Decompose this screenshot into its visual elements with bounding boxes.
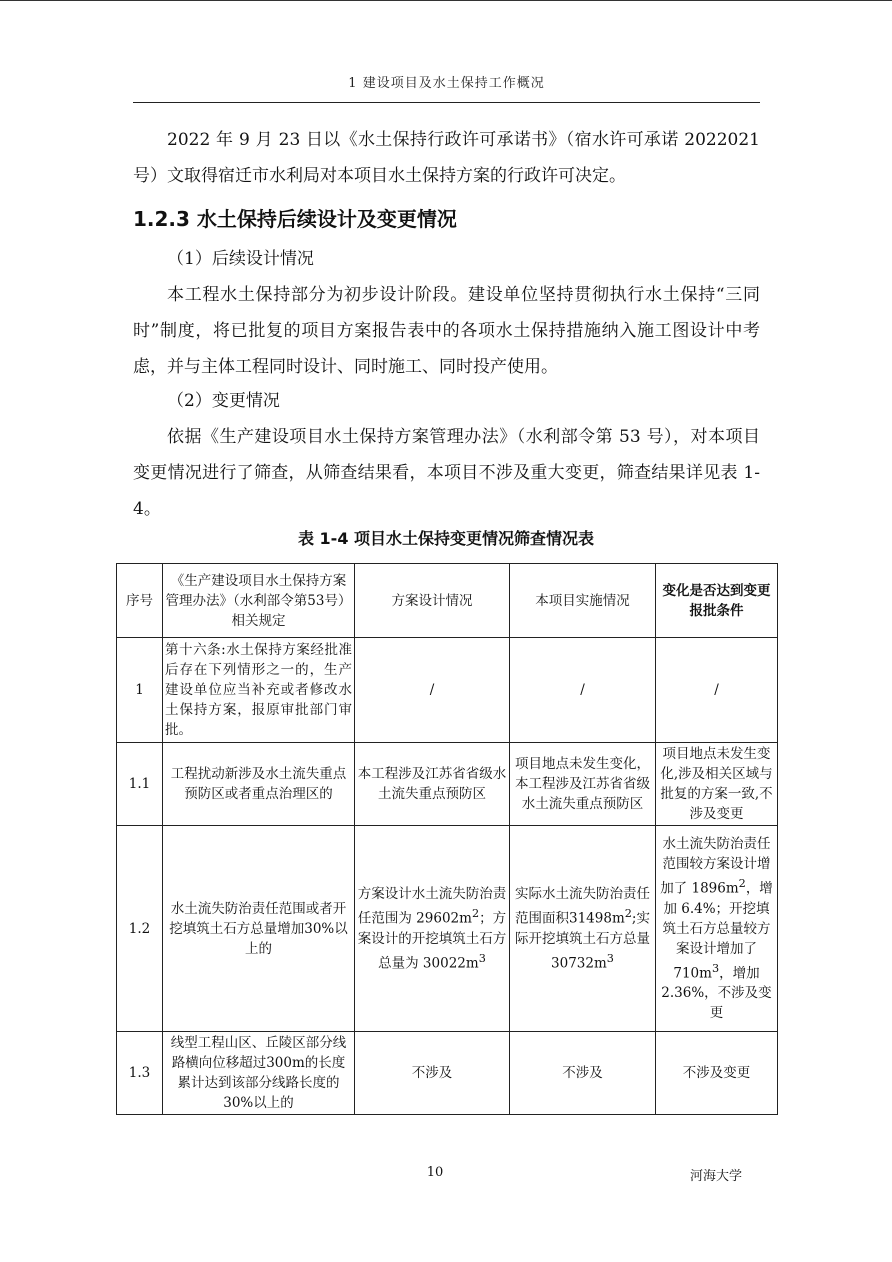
page-number: 10: [426, 1165, 444, 1180]
row-rule: 第十六条:水土保持方案经批准后存在下列情形之一的，生产建设单位应当补充或者修改水土保持方案，报原审批部门审批。: [163, 638, 355, 743]
superscript-3: 3: [606, 951, 614, 965]
row-plan: 本工程涉及江苏省省级水土流失重点预防区: [355, 743, 510, 826]
row-no: 1.1: [117, 743, 163, 826]
row-actual: /: [510, 638, 656, 743]
row-actual: 项目地点未发生变化，本工程涉及江苏省省级水土流失重点预防区: [510, 743, 656, 826]
row-rule: 线型工程山区、丘陵区部分线路横向位移超过300m的长度累计达到该部分线路长度的 30%以上的: [163, 1032, 355, 1115]
superscript-2: 2: [624, 907, 632, 920]
row-rule: 工程扰动新涉及水土流失重点预防区或者重点治理区的: [163, 743, 355, 826]
subsection-title-design: （1）后续设计情况: [167, 249, 314, 269]
actual-text-a: 实际水土流失防治责任范围面积31498m: [515, 886, 650, 927]
row-change: /: [656, 638, 778, 743]
page-top-border: [0, 0, 892, 1]
superscript-3: 3: [478, 951, 486, 965]
change-text-b: ，增加 6.4%；开挖填筑土石方总量较方案设计增加了 710m: [662, 880, 773, 981]
table-title: 表 1-4 项目水土保持变更情况筛查情况表: [297, 529, 595, 548]
change-text-a: 水土流失防治责任范围较方案设计增加了 1896m: [660, 836, 771, 897]
header-rule: [133, 102, 760, 103]
header-rule: 《生产建设项目水土保持方案管理办法》（水利部令第53号）相关规定: [163, 564, 355, 638]
row-change: [656, 826, 778, 1032]
change-text-c: ，增加 2.36%，不涉及变更: [661, 965, 772, 1021]
superscript-3: 3: [711, 961, 720, 975]
footer-organization: 河海大学: [690, 1169, 743, 1184]
header-no: 序号: [117, 564, 163, 638]
change-paragraph: 依据《生产建设项目水土保持方案管理办法》（水利部令第 53 号），对本项目变更情况进行了筛查，从筛查结果看，本项目不涉及重大变更，筛查结果详见表 1-4。: [133, 427, 760, 519]
actual-text-b: ;实际开挖填筑土石方总量 30732m: [515, 910, 650, 971]
section-title: 1.2.3 水土保持后续设计及变更情况: [133, 207, 457, 231]
row-actual: [510, 826, 656, 1032]
header-change: 变化是否达到变更报批条件: [656, 564, 778, 638]
row-rule: 水土流失防治责任范围或者开挖填筑土石方总量增加30%以上的: [163, 826, 355, 1032]
plan-text-b: ；方案设计的开挖填筑土石方总量为 30022m: [357, 910, 507, 971]
row-no: 1.2: [117, 826, 163, 1032]
table-row: [117, 826, 778, 1032]
table-row: [117, 1032, 778, 1115]
row-actual: 不涉及: [510, 1032, 656, 1115]
intro-paragraph: 2022 年 9 月 23 日以《水土保持行政许可承诺书》（宿水许可承诺 2022021 号）文取得宿迁市水利局对本项目水土保持方案的行政许可决定。: [133, 130, 760, 186]
superscript-2: 2: [738, 877, 746, 890]
subsection-title-change: （2）变更情况: [167, 391, 280, 411]
row-plan: /: [355, 638, 510, 743]
row-plan: [355, 826, 510, 1032]
table-row: [117, 743, 778, 826]
row-plan: 不涉及: [355, 1032, 510, 1115]
row-change: 项目地点未发生变化,涉及相关区域与批复的方案一致,不涉及变更: [656, 743, 778, 826]
header-plan: 方案设计情况: [355, 564, 510, 638]
table-header-row: [117, 564, 778, 638]
table-row: [117, 638, 778, 743]
row-no: 1: [117, 638, 163, 743]
change-screening-table: [116, 563, 778, 1115]
row-no: 1.3: [117, 1032, 163, 1115]
header-actual: 本项目实施情况: [510, 564, 656, 638]
row-change: 不涉及变更: [656, 1032, 778, 1115]
running-header: 1 建设项目及水土保持工作概况: [348, 76, 545, 91]
plan-text-a: 方案设计水土流失防治责任范围为 29602m: [357, 886, 507, 927]
design-paragraph: 本工程水土保持部分为初步设计阶段。建设单位坚持贯彻执行水土保持“三同时”制度，将已批复的项目方案报告表中的各项水土保持措施纳入施工图设计中考虑，并与主体工程同时设计、同时施工、同时投产使用。: [133, 285, 760, 377]
superscript-2: 2: [471, 907, 480, 920]
